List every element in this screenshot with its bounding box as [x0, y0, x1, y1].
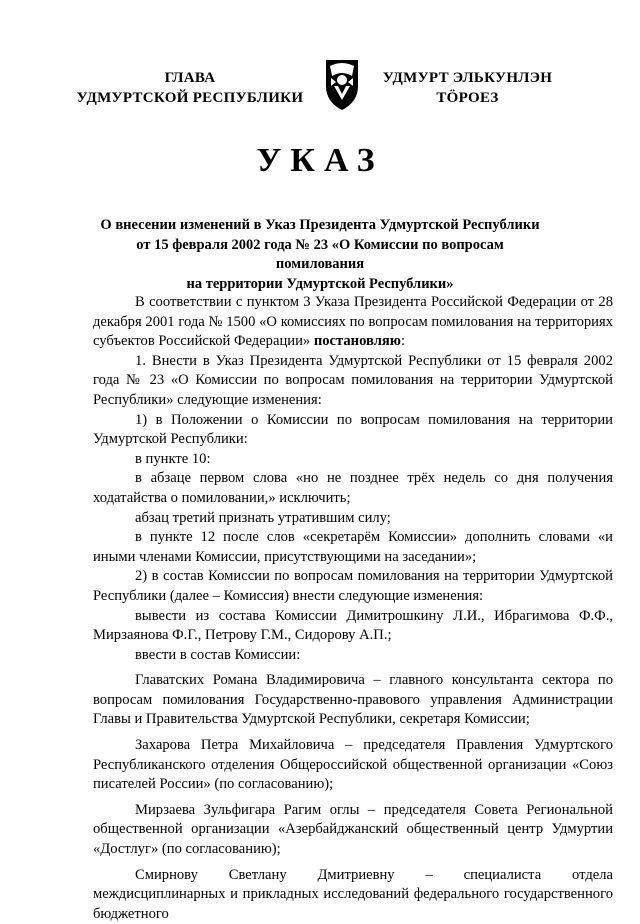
paragraph-point-10: в пункте 10: — [135, 450, 211, 467]
document-title — [95, 216, 545, 294]
paragraph-member-smirnova: Смирнову Светлану Дмитриевну – специалиста отдела междисциплинарных и прикладных исследований федерального государственного бюджетного — [93, 866, 613, 922]
title-line1: О внесении изменений в Указ Президента Удмуртской Республики — [100, 217, 540, 233]
title-line3: на территории Удмуртской Республики» — [186, 275, 454, 292]
document-type-heading: УКАЗ — [256, 142, 384, 179]
header-right-line2: ТӦРОЕЗ — [436, 90, 499, 106]
paragraph-subitem-1: 1) в Положении о Комиссии по вопросам помилования на территории Удмуртской Республики: — [93, 411, 613, 448]
paragraph-preamble — [93, 293, 613, 352]
header-left-line1: ГЛАВА — [164, 70, 216, 86]
paragraph-point-12: в пункте 12 после слов «секретарём Комиссии» дополнить словами «и иными членами Комиссии, присутствующими на заседании»; — [93, 529, 613, 565]
paragraph-item-1: 1. Внести в Указ Президента Удмуртской Республики от 15 февраля 2002 года № 23 «О Комиссии по вопросам помилования на территории Удмуртской Республики» следующие изменения: — [93, 352, 613, 408]
paragraph-member-zakharov: Захарова Петра Михайловича – председателя Правления Удмуртского Республиканского отделения Общероссийской общественной организации «Союз писателей России» (по согласованию); — [93, 737, 613, 793]
header-left — [70, 68, 310, 108]
paragraph-remove-members: вывести из состава Комиссии Димитрошкину Л.И., Ибрагимова Ф.Ф., Мирзаянова Ф.Г., Петрову Г.М., Сидорову А.П.; — [93, 607, 613, 644]
preamble-decree-word: постановляю — [313, 333, 401, 350]
title-line2: от 15 февраля 2002 года № 23 «О Комиссии по вопросам помилования — [136, 236, 504, 272]
paragraph-subitem-2: 2) в состав Комиссии по вопросам помилования на территории Удмуртской Республики (далее – Комиссия) внести следующие изменения: — [93, 568, 613, 604]
document-body — [93, 293, 613, 924]
paragraph-add-members: ввести в состав Комиссии: — [135, 646, 301, 663]
header-right — [360, 68, 575, 108]
paragraph-member-mirzaev: Мирзаева Зульфигара Рагим оглы – председателя Совета Региональной общественной организации «Азербайджанский общественный центр Удмуртии «Достлуг» (по согласованию); — [93, 801, 613, 858]
paragraph-first-clause: в абзаце первом слова «но не позднее трёх недель со дня получения ходатайства о помиловании,» исключить; — [93, 470, 613, 506]
header-left-line2: УДМУРТСКОЙ РЕСПУБЛИКИ — [76, 90, 304, 106]
paragraph-member-glavatskikh: Главатских Романа Владимировича – главного консультанта сектора по вопросам помилования Государственно-правового управления Администрации Главы и Правительства Удмуртской Республики, секретаря Комиссии; — [93, 672, 613, 728]
paragraph-third-clause: абзац третий признать утратившим силу; — [135, 509, 391, 526]
coat-of-arms-icon — [322, 56, 362, 112]
header-right-line1: УДМУРТ ЭЛЬКУНЛЭН — [382, 70, 553, 86]
preamble-text: В соответствии с пунктом 3 Указа Президента Российской Федерации от 28 декабря 2001 года № 1500 «О комиссиях по вопросам помилования на территориях субъектов Российской Федерации» — [93, 294, 613, 350]
preamble-colon: : — [400, 333, 405, 350]
